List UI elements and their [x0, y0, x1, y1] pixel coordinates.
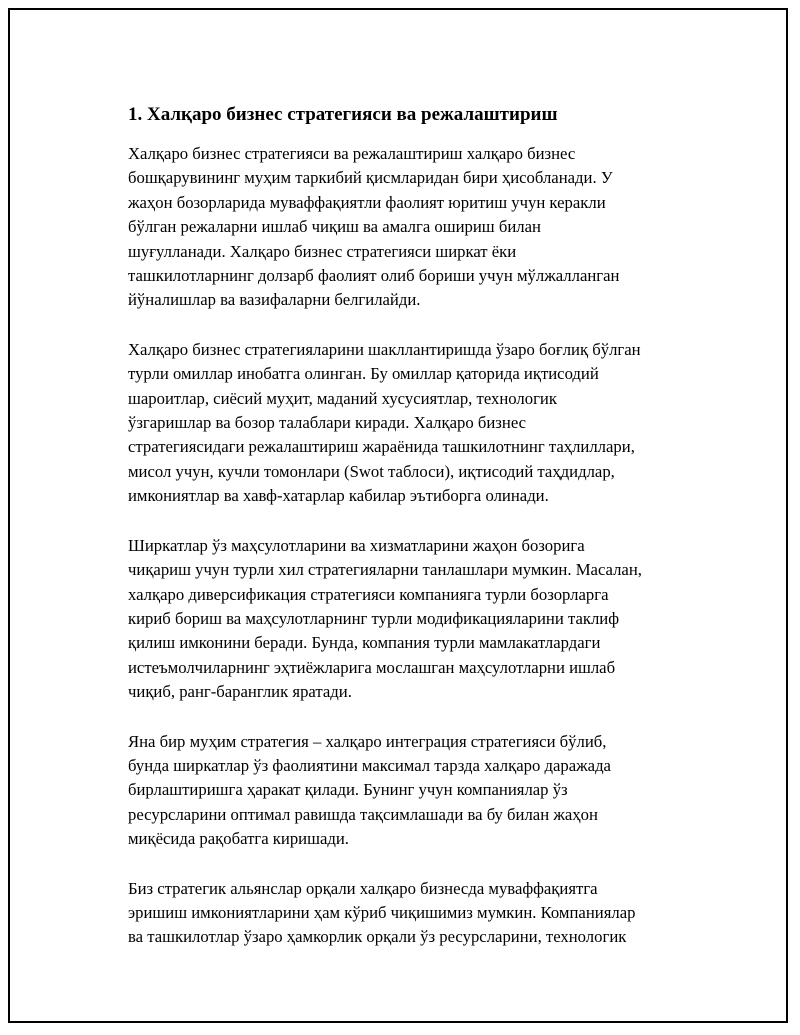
text-line: турли омиллар инобатга олинган. Бу омиллар қаторида иқтисодий [128, 364, 599, 384]
text-line: имкониятлар ва хавф-хатарлар кабилар эътиборга олинади. [128, 486, 549, 506]
text-line: кириб бориш ва маҳсулотларнинг турли модификацияларини таклиф [128, 608, 620, 628]
text-line: чиқариш учун турли хил стратегияларни танлашлари мумкин. Масалан, [128, 560, 642, 580]
text-line: йўналишлар ва вазифаларни белгилайди. [128, 290, 421, 310]
text-line: шуғулланади. Халқаро бизнес стратегияси ширкат ёки [128, 241, 517, 261]
text-line: қилиш имконини беради. Бунда, компания турли мамлакатлардаги [128, 633, 601, 653]
text-line: бўлган режаларни ишлаб чиқиш ва амалга ошириш билан [128, 217, 541, 237]
text-line: ва ташкилотлар ўзаро ҳамкорлик орқали ўз ресурсларини, технологик [128, 927, 627, 947]
text-line: миқёсида рақобатга киришади. [128, 829, 349, 849]
paragraph [128, 730, 708, 852]
text-line: жаҳон бозорларида муваффақиятли фаолият юритиш учун керакли [128, 192, 606, 212]
text-line: бирлаштиришга ҳаракат қилади. Бунинг учун компаниялар ўз [128, 780, 568, 800]
text-line: Биз стратегик альянслар орқали халқаро бизнесда муваффақиятга [128, 878, 598, 898]
text-line: чиқиб, ранг-баранглик яратади. [128, 682, 352, 702]
text-line: ўзгаришлар ва бозор талаблари киради. Халқаро бизнес [128, 413, 527, 433]
text-line: эришиш имкониятларини ҳам кўриб чиқишимиз мумкин. Компаниялар [128, 902, 636, 922]
text-line: шароитлар, сиёсий муҳит, маданий хусусиятлар, технологик [128, 388, 557, 408]
text-line: бунда ширкатлар ўз фаолиятини максимал тарзда халқаро даражада [128, 755, 611, 775]
text-line: ресурсларини оптимал равишда тақсимлашади ва бу билан жаҳон [128, 804, 598, 824]
paragraph [128, 534, 708, 705]
text-line: стратегиясидаги режалаштириш жараёнида ташкилотнинг таҳлиллари, [128, 437, 635, 457]
text-line: Яна бир муҳим стратегия – халқаро интеграция стратегияси бўлиб, [128, 731, 607, 751]
section-heading: 1. Халқаро бизнес стратегияси ва режалаштириш [128, 104, 558, 125]
text-line: ташкилотларнинг долзарб фаолият олиб бориши учун мўлжалланган [128, 266, 620, 286]
paragraph [128, 877, 708, 950]
text-line: мисол учун, кучли томонлари (Swot таблоси), иқтисодий таҳдидлар, [128, 461, 615, 481]
document-body [128, 102, 708, 975]
text-line: бошқарувининг муҳим таркибий қисмларидан бири ҳисобланади. У [128, 168, 613, 188]
paragraph [128, 338, 708, 509]
text-line: халқаро диверсификация стратегияси компанияга турли бозорларга [128, 584, 609, 604]
text-line: Халқаро бизнес стратегияларини шакллантиришда ўзаро боғлиқ бўлган [128, 339, 641, 359]
paragraphs-container [128, 142, 708, 950]
page-frame [8, 8, 788, 1023]
text-line: Халқаро бизнес стратегияси ва режалаштириш халқаро бизнес [128, 144, 576, 163]
paragraph [128, 142, 708, 313]
text-line: истеъмолчиларнинг эҳтиёжларига мослашган маҳсулотларни ишлаб [128, 657, 616, 677]
text-line: Ширкатлар ўз маҳсулотларини ва хизматларини жаҳон бозорига [128, 535, 585, 555]
